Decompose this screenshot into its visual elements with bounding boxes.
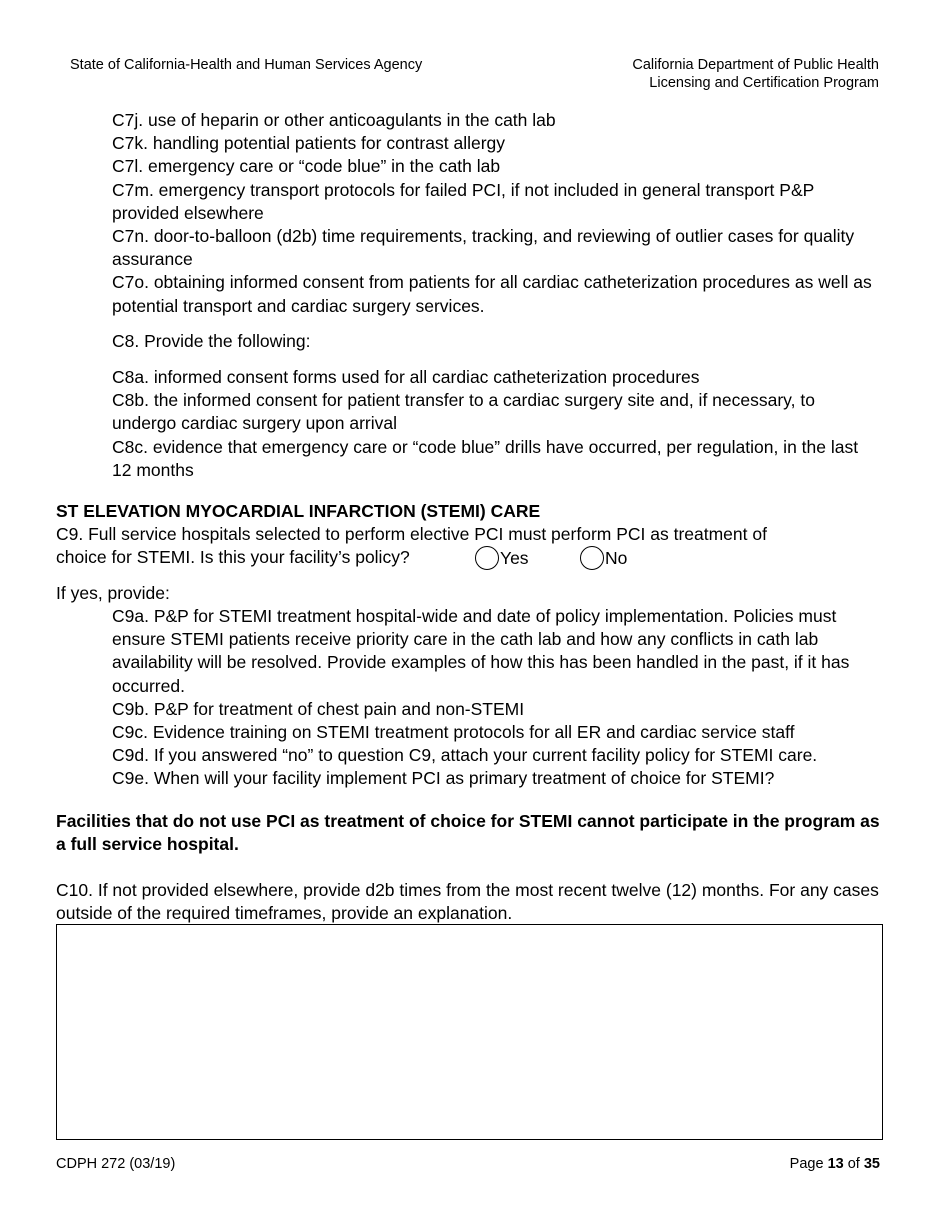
c10-answer-input[interactable] [57, 925, 882, 1139]
c9-question-line2-row [56, 546, 886, 569]
c9-question-line1: C9. Full service hospitals selected to perform elective PCI must perform PCI as treatment of [56, 524, 767, 544]
radio-circle-icon[interactable] [475, 546, 499, 570]
c8-prompt: C8. Provide the following: [112, 331, 311, 351]
c9-question [56, 523, 886, 569]
c9-list [112, 605, 882, 791]
c8c-item: C8c. evidence that emergency care or “code blue” drills have occurred, per regulation, in the last 12 months [112, 436, 859, 480]
page-current: 13 [827, 1156, 844, 1172]
c8a-item: C8a. informed consent forms used for all cardiac catheterization procedures [112, 367, 700, 387]
c9-yes-radio[interactable] [475, 546, 529, 570]
c9e-item: C9e. When will your facility implement PCI as primary treatment of choice for STEMI? [112, 768, 775, 789]
page-total: 35 [863, 1156, 880, 1172]
c10-answer-box[interactable] [56, 924, 883, 1140]
page-prefix: Page [789, 1156, 828, 1172]
page-of: of [843, 1156, 864, 1172]
c9c-item: C9c. Evidence training on STEMI treatment protocols for all ER and cardiac service staff [112, 722, 795, 743]
c7o-item: C7o. obtaining informed consent from patients for all cardiac catheterization procedures as well as potential transport and cardiac surgery services. [112, 272, 872, 316]
c7-list [112, 109, 882, 318]
section-heading-stemi: ST ELEVATION MYOCARDIAL INFARCTION (STEMI) CARE [56, 501, 541, 521]
header-agency: State of California-Health and Human Services Agency [70, 57, 423, 73]
c9b-item: C9b. P&P for treatment of chest pain and non-STEMI [112, 698, 525, 719]
c9-question-line2: choice for STEMI. Is this your facility’s policy? [56, 547, 410, 568]
c7j-item: C7j. use of heparin or other anticoagulants in the cath lab [112, 110, 556, 130]
c10-prompt: C10. If not provided elsewhere, provide d2b times from the most recent twelve (12) months. For any cases outside of the required timeframes, provide an explanation. [56, 880, 879, 924]
c7n-item: C7n. door-to-balloon (d2b) time requirements, tracking, and reviewing of outlier cases for quality assurance [112, 226, 855, 270]
c8b-item: C8b. the informed consent for patient transfer to a cardiac surgery site and, if necessary, to undergo cardiac surgery upon arrival [112, 390, 815, 434]
radio-circle-icon[interactable] [580, 546, 604, 570]
c9d-item: C9d. If you answered “no” to question C9, attach your current facility policy for STEMI care. [112, 745, 818, 766]
if-yes-label: If yes, provide: [56, 583, 170, 603]
footer-form-id: CDPH 272 (03/19) [56, 1156, 176, 1172]
c9-no-radio[interactable] [580, 546, 627, 570]
c8-list [112, 366, 882, 482]
c7m-item: C7m. emergency transport protocols for failed PCI, if not included in general transport P&P provided elsewhere [112, 179, 814, 223]
header-department-line2: Licensing and Certification Program [649, 75, 879, 91]
c9-yes-label: Yes [500, 547, 529, 568]
c7k-item: C7k. handling potential patients for contrast allergy [112, 133, 506, 154]
c7l-item: C7l. emergency care or “code blue” in the cath lab [112, 156, 501, 177]
header-department [632, 56, 879, 92]
c9-no-label: No [605, 547, 628, 568]
stemi-notice: Facilities that do not use PCI as treatment of choice for STEMI cannot participate in the program as a full service hospital. [56, 811, 880, 855]
header-department-line1: California Department of Public Health [632, 57, 879, 73]
c9a-item: C9a. P&P for STEMI treatment hospital-wide and date of policy implementation. Policies must ensure STEMI patients receive priority care in the cath lab and how any conflicts in cath lab availability will be resolved. Provide examples of how this has been handled in the past, if it has occurred. [112, 606, 850, 696]
footer-page-number [790, 1156, 880, 1172]
